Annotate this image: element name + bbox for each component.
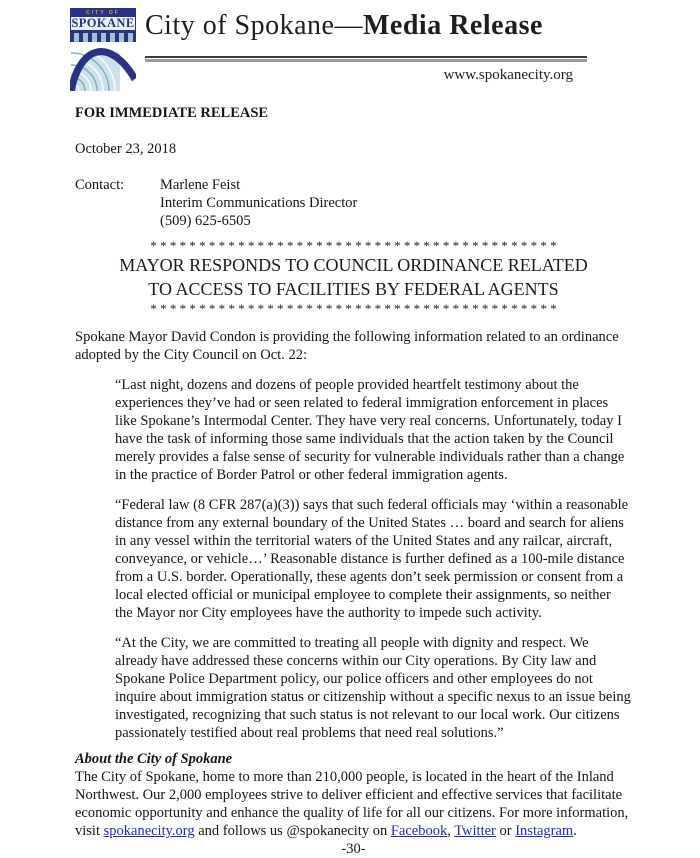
- quote-paragraph-2: “Federal law (8 CFR 287(a)(3)) says that such federal officials may ‘within a reasonable distance from any external boundary of the United States … board and search for aliens in any vessel within the territorial waters of the United States and any railcar, aircraft, conveyance, or vehicle…’ Reasonable distance is further defined as a 100-mile distance from a U.S. border. Operationally, these agents don’t seek permission or consent from a local elected official or municipal employee to complete their assignments, so neither the Mayor nor City employees have the authority to impede such activity.: [115, 497, 629, 621]
- about-text-segment: ,: [447, 823, 455, 839]
- contact-label: Contact:: [75, 177, 125, 193]
- headline-block: [75, 238, 632, 316]
- link-twitter[interactable]: Twitter: [454, 823, 496, 839]
- about-heading: About the City of Spokane: [75, 751, 233, 767]
- link-instagram[interactable]: Instagram: [515, 823, 574, 839]
- about-text-segment: .: [573, 823, 577, 839]
- contact-title: Interim Communications Director: [160, 195, 358, 211]
- masthead: [0, 0, 700, 94]
- contact-name: Marlene Feist: [160, 177, 241, 193]
- about-text-segment: The City of Spokane, home to more than 210,000 people, is located in the heart of the Inland Northwest. Our 2,000 employees strive to deliver efficient and effective services that facilitate economic opportunity and enhance the quality of life for all our citizens. For more information, visit: [75, 769, 629, 839]
- about-paragraph: [75, 768, 632, 840]
- star-divider-bottom: * * * * * * * * * * * * * * * * * * * * * * * * * * * * * * * * * * * * * * * * * *: [150, 301, 557, 316]
- masthead-divider: [145, 56, 587, 62]
- contact-phone: (509) 625-6505: [160, 213, 251, 229]
- link-facebook[interactable]: Facebook: [390, 823, 448, 839]
- masthead-title-regular: City of Spokane—: [145, 10, 363, 41]
- about-text-segment: and follows us @spokanecity on: [194, 823, 391, 839]
- bridge-waterfall-icon: [70, 31, 136, 91]
- contact-details: [160, 176, 357, 230]
- about-text-segment: or: [495, 823, 516, 839]
- headline-line-2: TO ACCESS TO FACILITIES BY FEDERAL AGENTS: [148, 279, 559, 299]
- logo-spokane-label: SPOKANE: [71, 16, 135, 30]
- masthead-website: www.spokanecity.org: [443, 67, 573, 83]
- for-immediate-release-label: FOR IMMEDIATE RELEASE: [75, 105, 269, 121]
- star-divider-top: * * * * * * * * * * * * * * * * * * * * * * * * * * * * * * * * * * * * * * * * * *: [150, 238, 557, 253]
- masthead-title: [145, 10, 543, 42]
- link-spokanecity-org[interactable]: spokanecity.org: [103, 823, 195, 839]
- quote-paragraph-1: “Last night, dozens and dozens of people provided heartfelt testimony about the experiences they’ve had or seen related to federal immigration enforcement in places like Spokane’s Intermodal Center. They have very real concerns. Unfortunately, today I have the task of informing those same individuals that the action taken by the Council merely provides a false sense of security for vulnerable individuals rather than a change in the practice of Border Patrol or other federal immigration agents.: [115, 377, 625, 483]
- logo-city-of-label: CITY OF: [70, 8, 136, 17]
- intro-paragraph: Spokane Mayor David Condon is providing the following information related to an ordinance adopted by the City Council on Oct. 22:: [75, 329, 619, 363]
- city-of-spokane-logo: [70, 8, 136, 91]
- masthead-title-bold: Media Release: [363, 10, 543, 41]
- headline-line-1: MAYOR RESPONDS TO COUNCIL ORDINANCE RELATED: [119, 255, 588, 275]
- contact-block: [75, 176, 632, 230]
- end-mark: -30-: [341, 841, 366, 857]
- quote-paragraph-3: “At the City, we are committed to treating all people with dignity and respect. We already have addressed these concerns within our City operations. By City law and Spokane Police Department policy, our police officers and other employees do not inquire about immigration status or citizenship without a specific nexus to an issue being investigated, recognizing that such status is not relevant to our local work. Our citizens passionately testified about real problems that need real solutions.”: [115, 635, 631, 741]
- press-release-body: [0, 104, 700, 858]
- release-date: October 23, 2018: [75, 141, 177, 157]
